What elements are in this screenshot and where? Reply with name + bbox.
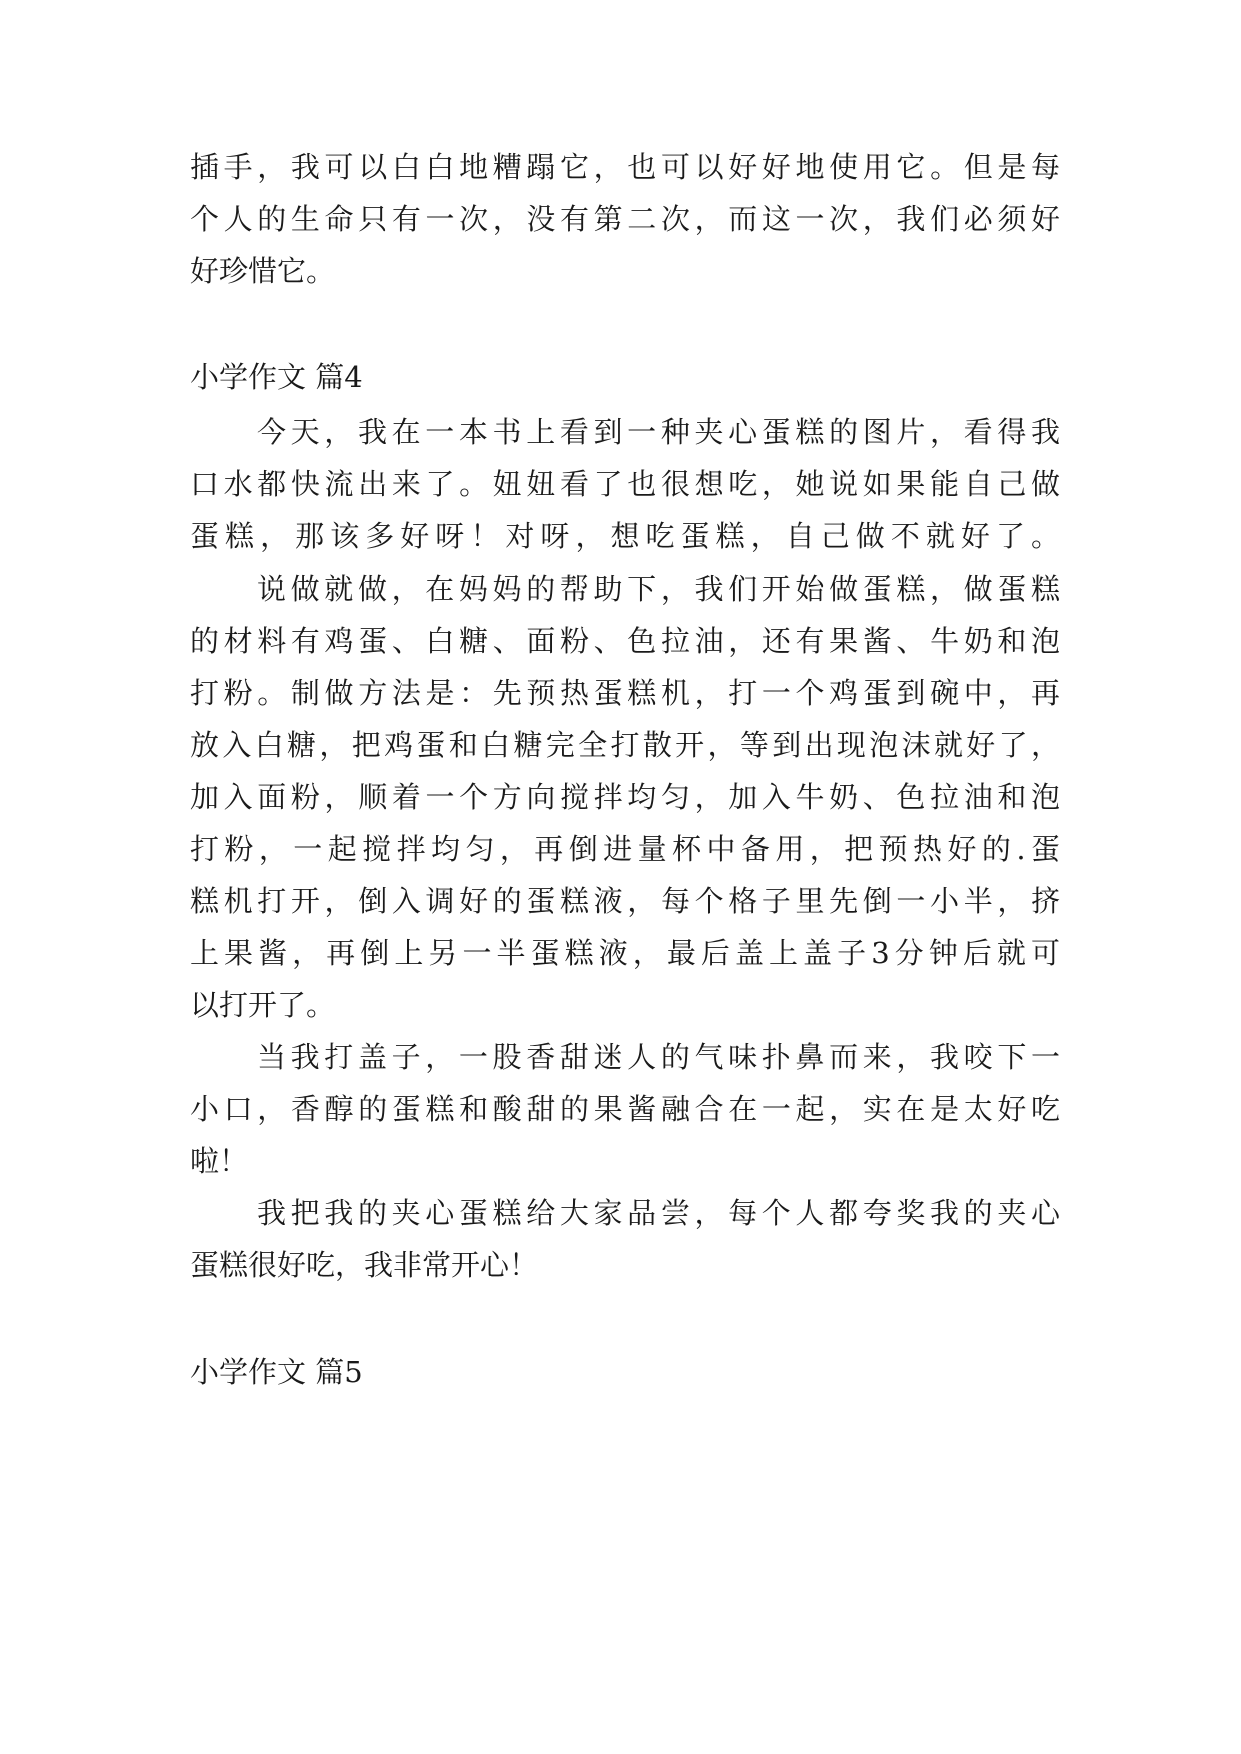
- paragraph-line: 插手，我可以白白地糟蹋它，也可以好好地使用它。但是每: [190, 150, 1060, 184]
- paragraph-line: 小口，香醇的蛋糕和酸甜的果酱融合在一起，实在是太好吃: [190, 1092, 1060, 1126]
- paragraph-line: 蛋糕很好吃，我非常开心！: [190, 1248, 539, 1282]
- paragraph-line: 蛋糕，那该多好呀！对呀，想吃蛋糕，自己做不就好了。: [190, 519, 1060, 553]
- paragraph-line: 啦！: [190, 1144, 249, 1178]
- paragraph-line: 上果酱，再倒上另一半蛋糕液，最后盖上盖子3分钟后就可: [190, 936, 1060, 970]
- paragraph-line: 今天，我在一本书上看到一种夹心蛋糕的图片，看得我: [257, 415, 1060, 449]
- paragraph-line: 放入白糖，把鸡蛋和白糖完全打散开，等到出现泡沫就好了，: [190, 728, 1060, 762]
- paragraph-line: 打粉，一起搅拌均匀，再倒进量杯中备用，把预热好的.蛋: [190, 832, 1060, 866]
- paragraph-line: 说做就做，在妈妈的帮助下，我们开始做蛋糕，做蛋糕: [257, 572, 1060, 606]
- paragraph-line: 口水都快流出来了。妞妞看了也很想吃，她说如果能自己做: [190, 467, 1060, 501]
- paragraph-line: 以打开了。: [190, 988, 336, 1022]
- paragraph-line: 打粉。制做方法是：先预热蛋糕机，打一个鸡蛋到碗中，再: [190, 676, 1060, 710]
- paragraph-line: 糕机打开，倒入调好的蛋糕液，每个格子里先倒一小半，挤: [190, 884, 1060, 918]
- paragraph-line: 当我打盖子，一股香甜迷人的气味扑鼻而来，我咬下一: [257, 1040, 1060, 1074]
- paragraph-line: 的材料有鸡蛋、白糖、面粉、色拉油，还有果酱、牛奶和泡: [190, 624, 1060, 658]
- paragraph-line: 好珍惜它。: [190, 254, 336, 288]
- section-heading: 小学作文 篇4: [190, 360, 363, 394]
- section-heading: 小学作文 篇5: [190, 1355, 363, 1389]
- paragraph-line: 我把我的夹心蛋糕给大家品尝，每个人都夸奖我的夹心: [257, 1196, 1060, 1230]
- paragraph-line: 加入面粉，顺着一个方向搅拌均匀，加入牛奶、色拉油和泡: [190, 780, 1060, 814]
- paragraph-line: 个人的生命只有一次，没有第二次，而这一次，我们必须好: [190, 202, 1060, 236]
